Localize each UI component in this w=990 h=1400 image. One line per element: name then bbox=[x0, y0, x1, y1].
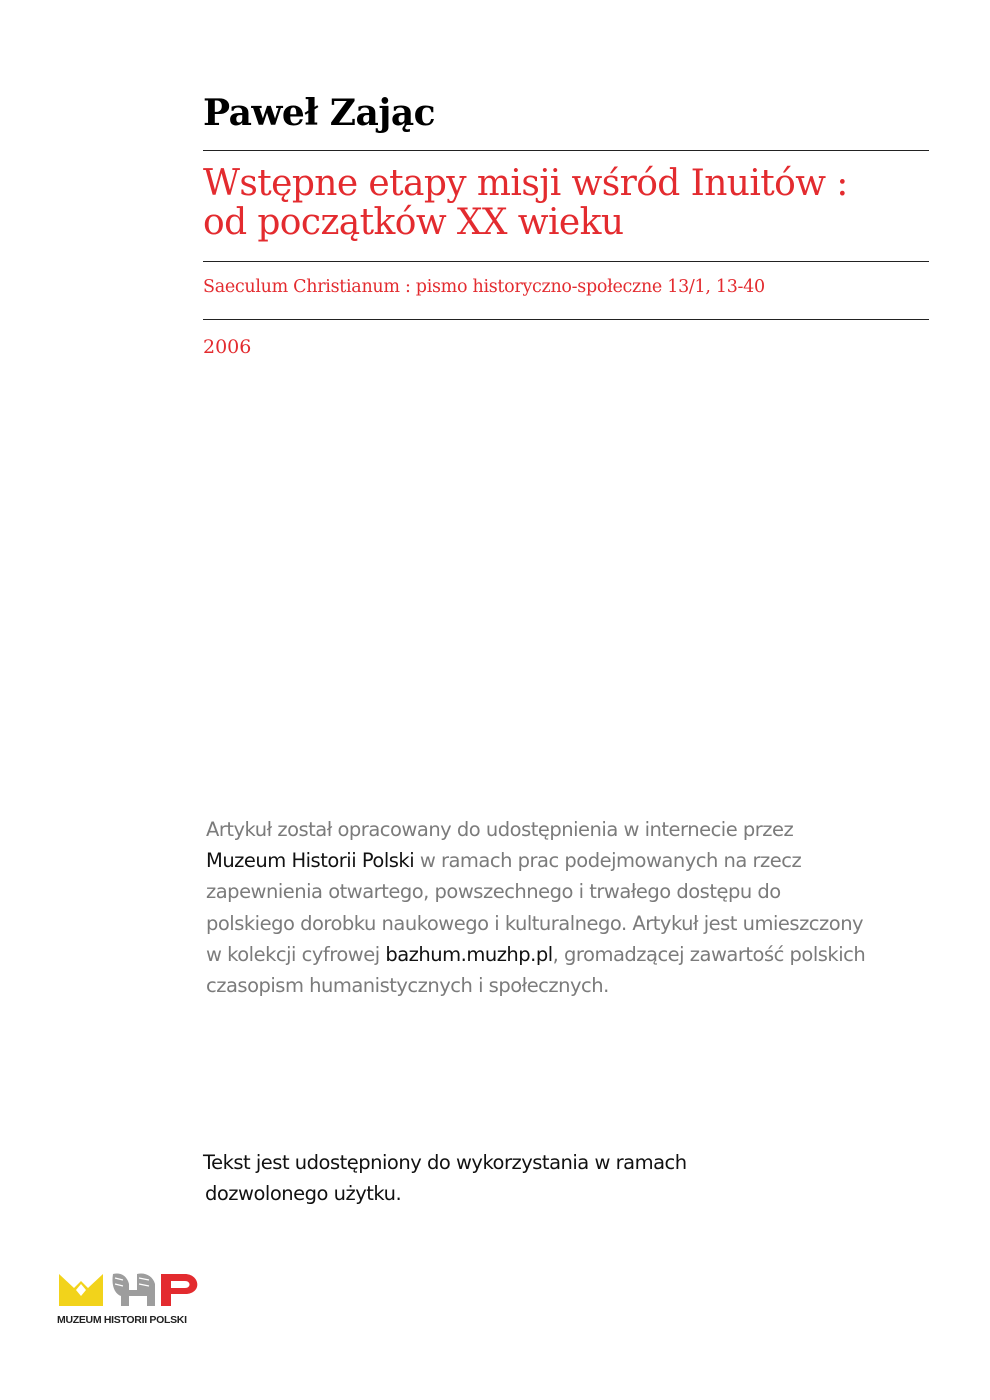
notice-line-5-rest: , gromadzącej zawartość polskich bbox=[552, 942, 866, 966]
museum-name: Muzeum Historii Polski bbox=[206, 849, 415, 873]
license-line-1: Tekst jest udostępniony do wykorzystania w ramach bbox=[203, 1151, 687, 1174]
title-line-2: od początków XX wieku bbox=[203, 202, 624, 243]
divider-1 bbox=[203, 150, 929, 151]
bazhum-link[interactable]: bazhum.muzhp.pl bbox=[385, 942, 553, 966]
publication-year: 2006 bbox=[203, 336, 252, 358]
digitization-notice bbox=[206, 814, 926, 1001]
notice-line-5-start: w kolekcji cyfrowej bbox=[206, 942, 386, 966]
notice-line-2-rest: w ramach prac podejmowanych na rzecz bbox=[414, 849, 802, 873]
notice-line-3: zapewnienia otwartego, powszechnego i trwałego dostępu do bbox=[206, 880, 781, 904]
article-title bbox=[203, 164, 929, 242]
journal-citation: Saeculum Christianum : pismo historyczno-społeczne 13/1, 13-40 bbox=[203, 277, 765, 297]
notice-line-2 bbox=[206, 845, 926, 876]
divider-2 bbox=[203, 261, 929, 262]
notice-line-5 bbox=[206, 939, 926, 970]
license-notice bbox=[203, 1147, 687, 1209]
notice-line-1: Artykuł został opracowany do udostępnienia w internecie przez bbox=[206, 818, 794, 841]
notice-line-4: polskiego dorobku naukowego i kulturalnego. Artykuł jest umieszczony bbox=[206, 911, 864, 935]
author-name: Paweł Zając bbox=[203, 92, 436, 134]
logo-text: MUZEUM HISTORII POLSKI bbox=[57, 1314, 187, 1326]
title-line-1: Wstępne etapy misji wśród Inuitów : bbox=[203, 163, 848, 204]
license-line-2: dozwolonego użytku. bbox=[205, 1182, 402, 1205]
notice-line-6: czasopism humanistycznych i społecznych. bbox=[206, 974, 609, 998]
divider-3 bbox=[203, 319, 929, 320]
